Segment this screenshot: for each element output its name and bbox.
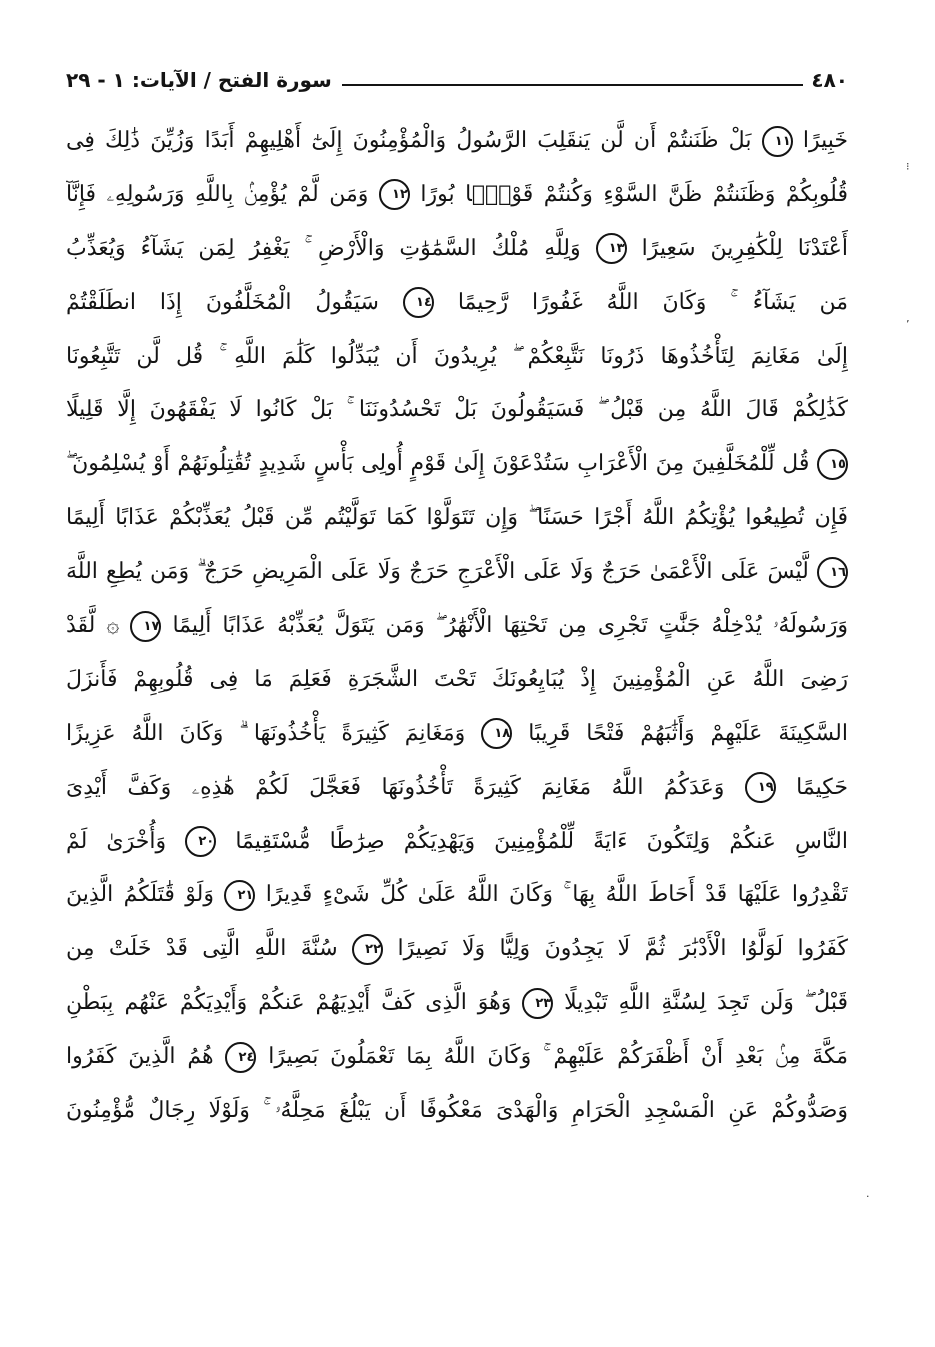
verse-text: مَكَّةَ مِنۢ بَعْدِ أَنْ أَظْفَرَكُمْ عَلَيْهِمْ ۚ وَكَانَ اللَّهُ بِمَا تَعْمَلُونَ بَصِيرًا: [268, 1044, 848, 1070]
text-line: [66, 1084, 848, 1138]
hizb-marker-icon: ۞: [106, 613, 120, 639]
verse-text: لَّقَدْ: [66, 613, 96, 639]
ayah-number-marker: ٢٢: [352, 934, 383, 965]
ayah-number-marker: ٢٤: [225, 1042, 256, 1073]
text-line: [66, 168, 848, 222]
verse-text: خَبِيرًا: [802, 128, 848, 153]
verse-text: قَبْلُ ۖ وَلَن تَجِدَ لِسُنَّةِ اللَّهِ تَبْدِيلًا: [564, 990, 848, 1016]
text-line: [66, 276, 848, 330]
text-line: [66, 330, 848, 384]
ayah-number-marker: ٢٠: [185, 826, 216, 857]
verse-text: تَقْدِرُوا عَلَيْهَا قَدْ أَحَاطَ اللَّهُ بِهَا ۚ وَكَانَ اللَّهُ عَلَىٰ كُلِّ شَىْءٍ قَدِيرًا: [265, 882, 848, 908]
text-line: [66, 599, 848, 653]
text-line: [66, 383, 848, 437]
verse-text: سُنَّةَ اللَّهِ الَّتِى قَدْ خَلَتْ مِن: [66, 936, 338, 962]
verse-text: كَفَرُوا لَوَلَّوُا الْأَدْبَٰرَ ثُمَّ لَا يَجِدُونَ وَلِيًّا وَلَا نَصِيرًا: [397, 936, 848, 962]
ayah-number-marker: ١٥: [817, 449, 848, 480]
verse-text: لَّيْسَ عَلَى الْأَعْمَىٰ حَرَجٌ وَلَا عَلَى الْأَعْرَجِ حَرَجٌ وَلَا عَلَى الْمَرِيضِ حَرَجٌ ۗ وَمَن يُطِعِ اللَّهَ: [66, 559, 809, 585]
ayah-number-marker: ١٧: [130, 611, 161, 642]
ayah-number-marker: ١٨: [481, 718, 512, 749]
verse-text: وَصَدُّوكُمْ عَنِ الْمَسْجِدِ الْحَرَامِ وَالْهَدْىَ مَعْكُوفًا أَن يَبْلُغَ مَحِلَّهُۥ ۚ وَلَوْلَا رِجَالٌ مُّؤْمِنُونَ: [66, 1098, 848, 1124]
text-line: [66, 653, 848, 707]
ayah-number-marker: ١٦: [817, 557, 848, 588]
verse-text: رَضِىَ اللَّهُ عَنِ الْمُؤْمِنِينَ إِذْ يُبَايِعُونَكَ تَحْتَ الشَّجَرَةِ فَعَلِمَ مَا فِى قُلُوبِهِمْ فَأَنزَلَ: [66, 666, 848, 692]
verse-text: سَيَقُولُ الْمُخَلَّفُونَ إِذَا انطَلَقْتُمْ: [66, 289, 379, 315]
text-line: [66, 491, 848, 545]
verse-text: فَإِن تُطِيعُوا يُؤْتِكُمُ اللَّهُ أَجْرًا حَسَنًا ۖ وَإِن تَتَوَلَّوْا كَمَا تَوَلَّيْتُم مِّن قَبْلُ يُعَذِّبْكُمْ عَذَابًا أَلِيمًا: [66, 505, 848, 531]
ayah-number-marker: ٢١: [224, 880, 255, 911]
verse-text: السَّكِينَةَ عَلَيْهِمْ وَأَثَٰبَهُمْ فَتْحًا قَرِيبًا: [528, 720, 848, 746]
text-line: [66, 222, 848, 276]
text-line: [66, 1030, 848, 1084]
verse-text: وَمَغَانِمَ كَثِيرَةً يَأْخُذُونَهَا ۗ وَكَانَ اللَّهُ عَزِيزًا: [66, 720, 466, 746]
verse-text: وَأُخْرَىٰ لَمْ: [66, 828, 167, 854]
ayah-number-marker: ١٢: [379, 179, 410, 210]
ayah-number-marker: ١٤: [403, 287, 434, 318]
ayah-number-marker: ٢٣: [522, 988, 553, 1019]
text-line: [66, 976, 848, 1030]
text-line: [66, 761, 848, 815]
text-line: [66, 815, 848, 869]
verse-text: أَعْتَدْنَا لِلْكَٰفِرِينَ سَعِيرًا: [641, 235, 848, 261]
page-number: ٤٨٠: [811, 68, 848, 92]
text-line: [66, 868, 848, 922]
text-line: [66, 114, 848, 168]
margin-mark: ʼ: [906, 318, 910, 331]
verse-text: وَرَسُولَهُۥ يُدْخِلْهُ جَنَّٰتٍ تَجْرِى مِن تَحْتِهَا الْأَنْهَٰرُ ۖ وَمَن يَتَوَلَّ يُعَذِّبْهُ عَذَابًا أَلِيمًا: [172, 613, 848, 639]
verse-text: النَّاسِ عَنكُمْ وَلِتَكُونَ ءَايَةً لِّلْمُؤْمِنِينَ وَيَهْدِيَكُمْ صِرَٰطًا مُّسْتَقِيمًا: [235, 828, 848, 854]
margin-mark: ·: [866, 1190, 870, 1203]
verse-text: مَن يَشَآءُ ۚ وَكَانَ اللَّهُ غَفُورًا رَّحِيمًا: [457, 289, 848, 315]
ayah-number-marker: ١٣: [596, 233, 627, 264]
ayah-number-marker: ١٩: [745, 772, 776, 803]
verse-text: وَعَدَكُمُ اللَّهُ مَغَانِمَ كَثِيرَةً تَأْخُذُونَهَا فَعَجَّلَ لَكُمْ هَٰذِهِۦ وَكَفَّ أَيْدِىَ: [66, 774, 725, 800]
ayah-number-marker: ١١: [762, 126, 793, 157]
verse-text: وَلَوْ قَٰتَلَكُمُ الَّذِينَ: [66, 882, 214, 908]
margin-mark: ⁝: [906, 160, 910, 173]
verse-text: كَذَٰلِكُمْ قَالَ اللَّهُ مِن قَبْلُ ۖ فَسَيَقُولُونَ بَلْ تَحْسُدُونَنَا ۚ بَلْ كَانُوا لَا يَفْقَهُونَ إِلَّا قَلِيلًا: [66, 397, 848, 423]
verse-text: بَلْ ظَنَنتُمْ أَن لَّن يَنقَلِبَ الرَّسُولُ وَالْمُؤْمِنُونَ إِلَىٰٓ أَهْلِيهِمْ أَبَدًا وَزُيِّنَ ذَٰلِكَ فِى: [66, 128, 752, 153]
page-header: [66, 60, 848, 100]
verse-text: قُل لِّلْمُخَلَّفِينَ مِنَ الْأَعْرَابِ سَتُدْعَوْنَ إِلَىٰ قَوْمٍ أُولِى بَأْسٍ شَدِيدٍ تُقَٰتِلُونَهُمْ أَوْ يُسْلِمُونَ ۖ: [66, 451, 810, 477]
verse-text: هُمُ الَّذِينَ كَفَرُوا: [66, 1044, 214, 1070]
text-line: [66, 545, 848, 599]
header-rule: [342, 84, 804, 86]
text-line: [66, 437, 848, 491]
verse-text: وَلِلَّهِ مُلْكُ السَّمَٰوَٰتِ وَالْأَرْضِ ۚ يَغْفِرُ لِمَن يَشَآءُ وَيُعَذِّبُ: [66, 235, 581, 261]
verse-text: قُلُوبِكُمْ وَظَنَنتُمْ ظَنَّ السَّوْءِ وَكُنتُمْ قَوْمًۢا بُورًا: [420, 181, 848, 207]
verse-text: حَكِيمًا: [796, 774, 848, 800]
text-line: [66, 922, 848, 976]
verse-text: وَهُوَ الَّذِى كَفَّ أَيْدِيَهُمْ عَنكُمْ وَأَيْدِيَكُمْ عَنْهُم بِبَطْنِ: [66, 990, 512, 1016]
text-line: [66, 707, 848, 761]
verse-text: وَمَن لَّمْ يُؤْمِنۢ بِاللَّهِ وَرَسُولِهِۦ فَإِنَّآ: [66, 181, 369, 207]
quran-text-block: [66, 114, 848, 1138]
sura-title: سورة الفتح / الآيات: ١ - ٢٩: [66, 68, 332, 92]
verse-text: إِلَىٰ مَغَانِمَ لِتَأْخُذُوهَا ذَرُونَا نَتَّبِعْكُمْ ۖ يُرِيدُونَ أَن يُبَدِّلُوا كَلَٰمَ اللَّهِ ۚ قُل لَّن تَتَّبِعُونَا: [66, 343, 848, 369]
